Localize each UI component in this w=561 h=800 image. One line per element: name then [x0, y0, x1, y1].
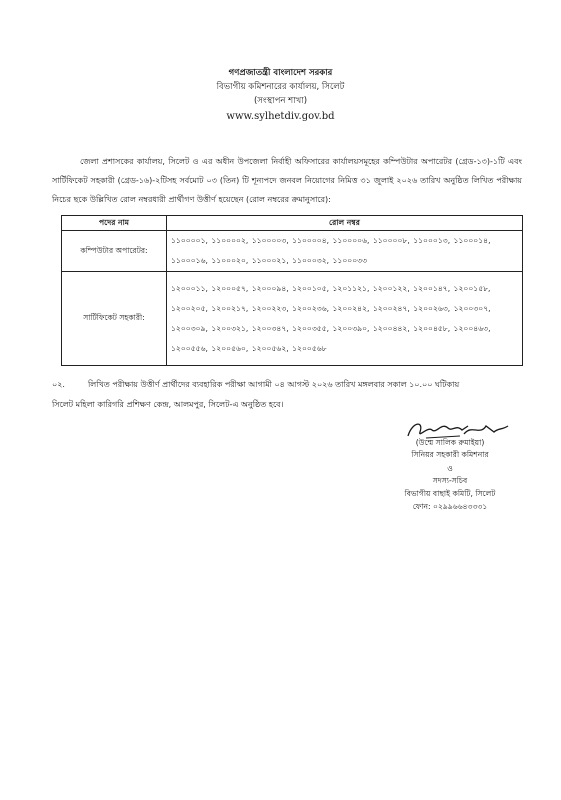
post-name: সার্টিফিকেট সহকারী:: [62, 272, 167, 366]
roll-list: ১১০০০০১, ১১০০০০২, ১১০০০০৩, ১১০০০০৪, ১১০০০০৬, ১১০০০০৮, ১১০০০১৩, ১১০০০১৪, ১১০০০১৬, ১১০০০২০, ১১০০০২১, ১১০০০৩২, ১১০০০৩৩: [167, 231, 523, 272]
government-name: গণপ্রজাতন্ত্রী বাংলাদেশ সরকার: [228, 68, 333, 78]
item-line-1: লিখিত পরীক্ষায় উত্তীর্ণ প্রার্থীদের ব্যবহারিক পরীক্ষা আগামী ০৪ আগস্ট ২০২৬ তারিখ মঙ্গলবার সকাল ১০.০০ ঘটিকায়: [88, 380, 460, 389]
signatory-and: ও: [447, 464, 453, 473]
table-header-row: [62, 216, 523, 231]
result-table: [61, 215, 523, 366]
post-name: কম্পিউটার অপারেটর:: [62, 231, 167, 272]
branch-name: (সংস্থাপন শাখা): [253, 96, 308, 106]
signatory-committee: বিভাগীয় বাছাই কমিটি, সিলেট: [404, 489, 496, 498]
signatory-role: সদস্য-সচিব: [432, 476, 468, 485]
item-number: ০২.: [52, 380, 65, 389]
item-line-2: সিলেট মহিলা কারিগরি প্রশিক্ষণ কেন্দ্র, আলমপুর, সিলেট-এ অনুষ্ঠিত হবে।: [52, 400, 284, 409]
roll-list: ১২০০০১১, ১২০০০৫৭, ১২০০০৯৪, ১২০০১০৫, ১২০১১২১, ১২০০১২২, ১২০০১৪৭, ১২০০১৫৮, ১২০০২০৫, ১২০০২১৭, ১২০০২২৩, ১২০০২৩৬, ১২০০২৪২, ১২০০২৪৭, ১২০০২৬৩, ১২০০৩০৭, ১২০০৩০৯, ১২০০৩২১, ১২০০৩৪৭, ১২০০৩৫৫, ১২০০৩৯০, ১২০০৪৪২, ১২০০৪৫৮, ১২০০৪৬৩, ১২০০৫৫৬, ১২০০৫৬০, ১২০০৫৬২, ১২০০৫৬৮: [167, 272, 523, 366]
website-link[interactable]: www.sylhetdiv.gov.bd: [226, 111, 335, 122]
header-post: পদের নাম: [62, 216, 167, 231]
table-row: [62, 231, 523, 272]
office-name: বিভাগীয় কমিশনারের কার্যালয়, সিলেট: [216, 82, 345, 92]
header-roll: রোল নম্বর: [167, 216, 523, 231]
signatory-name: (উম্মে সালিক রুমাইয়া): [415, 438, 485, 447]
intro-paragraph: জেলা প্রশাসকের কার্যালয়, সিলেট ও এর অধীন উপজেলা নির্বাহী অফিসারের কার্যালয়সমূহের কম্পিউটার অপারেটর (গ্রেড-১৩)-১টি এবং সার্টিফিকেট সহকারী (গ্রেড-১৬)-২টিসহ সর্বমোট ০৩ (তিন) টি শূন্যপদে জনবল নিয়োগের নিমিত্ত ৩১ জুলাই ২০২৬ তারিখ অনুষ্ঠিত লিখিত পরীক্ষায় নিচের ছকে উল্লিখিত রোল নম্বরধারী প্রার্থীগণ উত্তীর্ণ হয়েছেন (রোল নম্বরের ক্রমানুসারে):: [52, 157, 522, 204]
signatory-designation: সিনিয়র সহকারী কমিশনার: [411, 450, 489, 459]
table-row: [62, 272, 523, 366]
signatory-phone: ফোন: ০২৯৯৬৬৪৩৩৩১: [412, 502, 488, 511]
